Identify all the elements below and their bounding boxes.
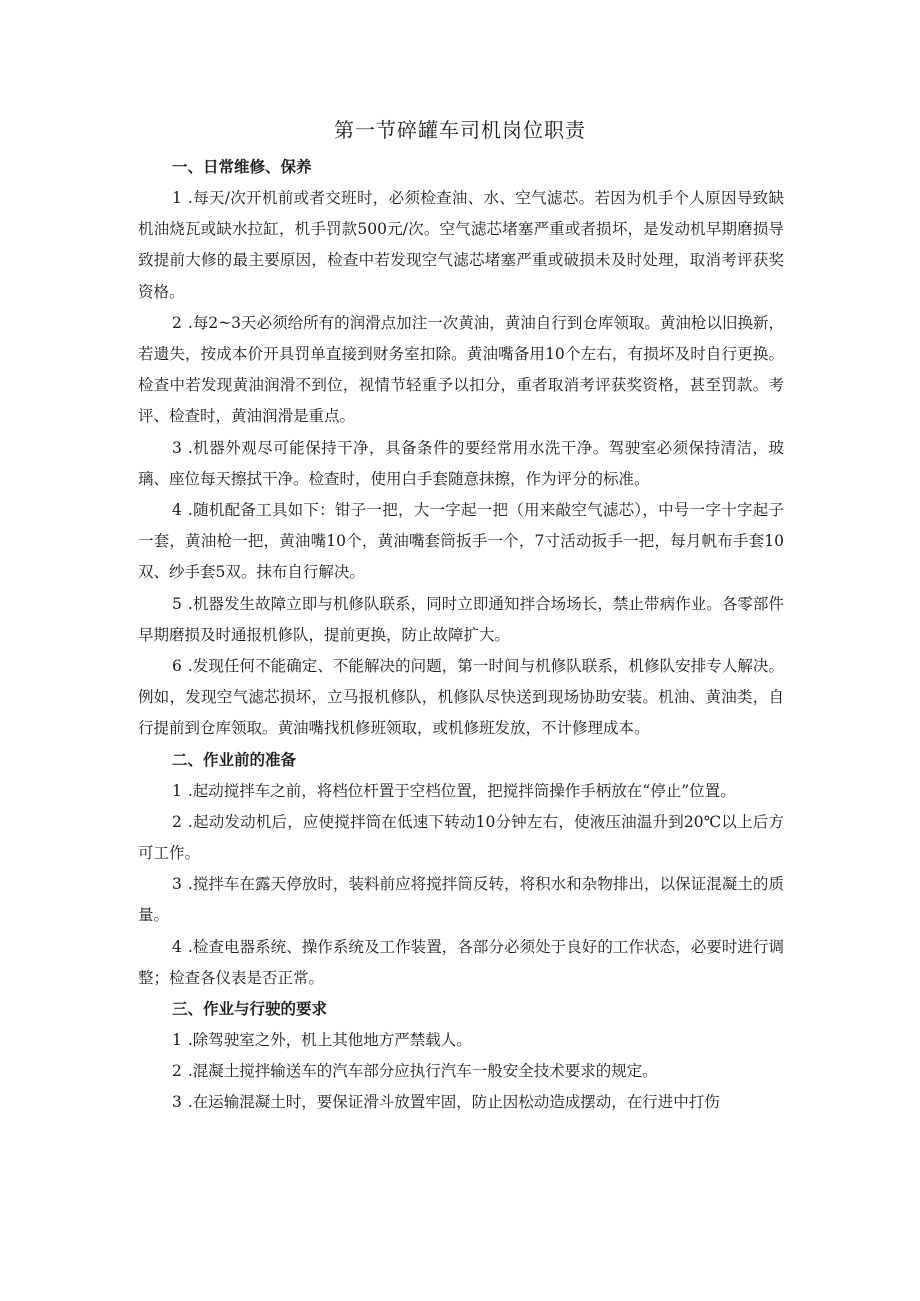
paragraph-text: .机器外观尽可能保持干净，具备条件的要经常用水洗干净。驾驶室必须保持清洁，玻璃、座位每天擦拭干净。检查时，使用白手套随意抹擦，作为评分的标准。 <box>138 438 784 488</box>
paragraph-text: .机器发生故障立即与机修队联系，同时立即通知拌合场场长，禁止带病作业。各零部件早期磨损及时通报机修队，提前更换，防止故障扩大。 <box>138 594 784 644</box>
section-heading: 三、作业与行驶的要求 <box>172 1000 328 1019</box>
paragraph-number: 1 <box>172 781 182 800</box>
paragraph-number: 4 <box>172 501 182 520</box>
section-daily-maintenance <box>138 152 784 745</box>
page-title: 第一节碎罐车司机岗位职责 <box>334 118 586 142</box>
paragraph-number: 2 <box>172 812 182 831</box>
paragraph <box>138 932 784 994</box>
paragraph <box>138 869 784 931</box>
paragraph-text: .起动搅拌车之前，将档位杆置于空档位置，把搅拌筒操作手柄放在“停止”位置。 <box>187 781 736 800</box>
paragraph-number: 6 <box>172 657 182 676</box>
paragraph <box>138 589 784 651</box>
paragraph <box>138 651 784 745</box>
paragraph-text: .除驾驶室之外，机上其他地方严禁载人。 <box>187 1031 472 1050</box>
paragraph <box>138 183 784 308</box>
paragraph-number: 1 <box>172 1031 182 1050</box>
paragraph <box>138 807 784 869</box>
paragraph-text: .发现任何不能确定、不能解决的问题，第一时间与机修队联系，机修队安排专人解决。例如，发现空气滤芯损坏，立马报机修队，机修队尽快送到现场协助安装。机油、黄油类，自行提前到仓库领取。黄油嘴找机修班领取，或机修班发放，不计修理成本。 <box>138 657 784 738</box>
paragraph-number: 3 <box>172 438 182 457</box>
paragraph-text: .每天/次开机前或者交班时，必须检查油、水、空气滤芯。若因为机手个人原因导致缺机油烧瓦或缺水拉缸，机手罚款500元/次。空气滤芯堵塞严重或者损坏，是发动机早期磨损导致提前大修的最主要原因，检查中若发现空气滤芯堵塞严重或破损未及时处理，取消考评获奖资格。 <box>138 189 784 301</box>
paragraph <box>138 1025 784 1056</box>
paragraph <box>138 433 784 495</box>
paragraph <box>138 308 784 433</box>
paragraph-text: .检查电器系统、操作系统及工作装置，各部分必须处于良好的工作状态，必要时进行调整；检查各仪表是否正常。 <box>138 937 784 987</box>
paragraph-text: .搅拌车在露天停放时，装料前应将搅拌筒反转，将积水和杂物排出，以保证混凝土的质量。 <box>138 875 784 925</box>
section-pre-operation <box>138 745 784 994</box>
section-driving-requirements <box>138 994 784 1119</box>
section-heading: 二、作业前的准备 <box>172 750 297 769</box>
paragraph-text: .混凝土搅拌输送车的汽车部分应执行汽车一般安全技术要求的规定。 <box>187 1062 658 1081</box>
paragraph <box>138 495 784 589</box>
paragraph-number: 4 <box>172 937 182 956</box>
paragraph <box>138 1056 784 1087</box>
paragraph-number: 3 <box>172 1093 182 1112</box>
paragraph-number: 2 <box>172 1062 182 1081</box>
paragraph-number: 2 <box>172 313 182 332</box>
paragraph-number: 3 <box>172 875 182 894</box>
document-body <box>138 152 784 1119</box>
paragraph-text: .随机配备工具如下：钳子一把，大一字起一把（用来敲空气滤芯），中号一字十字起子一套，黄油枪一把，黄油嘴10个，黄油嘴套筒扳手一个，7寸活动扳手一把，每月帆布手套10双、纱手套5双。抹布自行解决。 <box>138 501 784 582</box>
paragraph-text: .每2~3天必须给所有的润滑点加注一次黄油，黄油自行到仓库领取。黄油枪以旧换新，若遗失，按成本价开具罚单直接到财务室扣除。黄油嘴备用10个左右，有损坏及时自行更换。检查中若发现黄油润滑不到位，视情节轻重予以扣分，重者取消考评获奖资格，甚至罚款。考评、检查时，黄油润滑是重点。 <box>138 313 784 426</box>
paragraph-text: .起动发动机后，应使搅拌筒在低速下转动10分钟左右，使液压油温升到20℃以上后方可工作。 <box>138 812 784 863</box>
paragraph <box>138 776 784 807</box>
paragraph-number: 1 <box>172 189 182 207</box>
paragraph-number: 5 <box>172 594 182 613</box>
section-heading: 一、日常维修、保养 <box>172 158 312 176</box>
paragraph-text: .在运输混凝土时，要保证滑斗放置牢固，防止因松动造成摆动，在行进中打伤 <box>187 1093 720 1112</box>
paragraph <box>138 1087 784 1118</box>
